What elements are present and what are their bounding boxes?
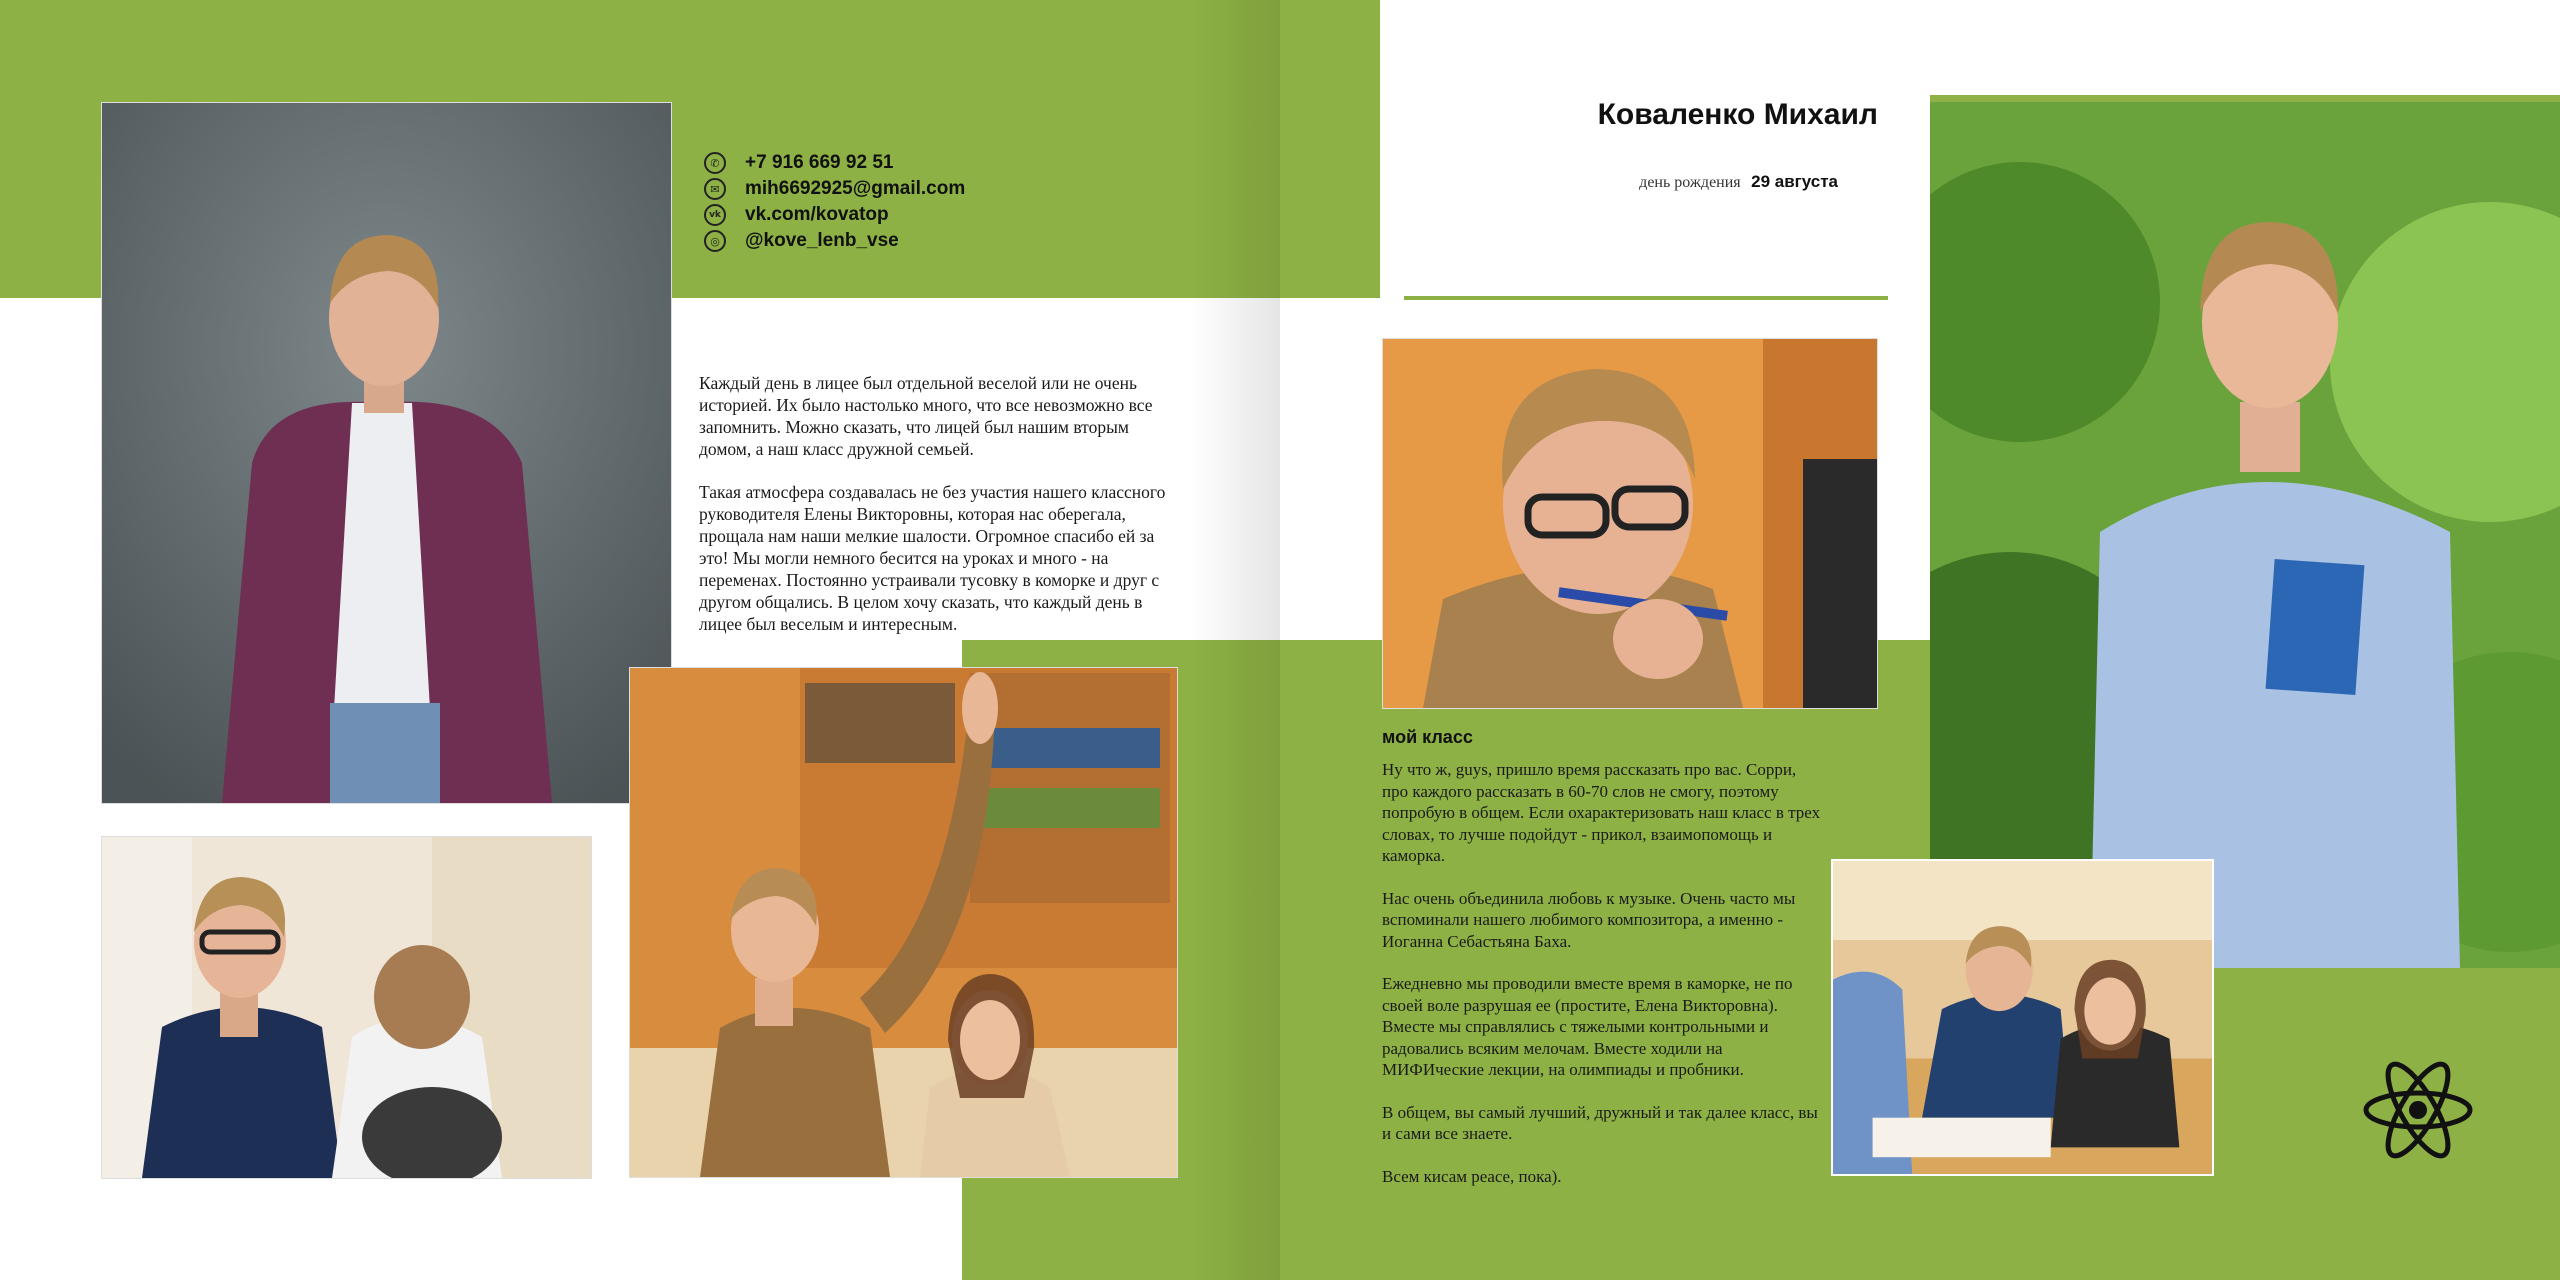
outdoor-portrait-photo	[1930, 102, 2560, 968]
contact-instagram[interactable]	[704, 228, 1024, 254]
phone-icon: ✆	[704, 152, 726, 174]
instagram-icon: ◎	[704, 230, 726, 252]
contact-phone[interactable]	[704, 150, 1024, 176]
class-paragraph: В общем, вы самый лучший, дружный и так далее класс, вы и сами все знаете.	[1382, 1102, 1818, 1143]
story-paragraph: Такая атмосфера создавалась не без участия нашего классного руководителя Елены Викторовны, которая нас оберегала, прощала нам наши мелкие шалости. Огромное спасибо ей за это! Мы могли немного бесится на уроках и много - на переменах. Постоянно устраивали тусовку в коморке и друг с другом общались. В целом хочу сказать, что каждый день в лицее был веселым и интересным.	[699, 482, 1166, 634]
class-paragraph: Нас очень объединила любовь к музыке. Очень часто мы вспоминали нашего любимого композитора, а именно - Иоганна Себастьяна Баха.	[1382, 888, 1796, 951]
class-paragraph: Ежедневно мы проводили вместе время в каморке, не по своей воле разрушая ее (простите, Елена Викторовна). Вместе мы справлялись с тяжелыми контрольными и радовались всяким мелочам. Вместе ходили на МИФИческие лекции, на олимпиады и пробники.	[1382, 974, 1793, 1079]
contact-email-text: mih6692925@gmail.com	[745, 178, 966, 199]
contact-instagram-text: @kove_lenb_vse	[745, 230, 899, 251]
story-text	[699, 372, 1179, 656]
fold-shadow-left	[1190, 0, 1280, 1280]
vk-icon: vk	[704, 204, 726, 226]
birthday-label: день рождения	[1639, 174, 1741, 191]
contacts-list	[704, 150, 1024, 254]
right-left-green-strip	[1280, 0, 1380, 298]
classroom-photo-right	[1831, 859, 2214, 1176]
atom-logo-icon	[2362, 1060, 2474, 1160]
birthday-line	[1400, 172, 1838, 192]
contact-email[interactable]	[704, 176, 1024, 202]
contact-vk-text: vk.com/kovatop	[745, 204, 889, 225]
student-name: Коваленко Михаил	[1597, 98, 1878, 131]
portrait-photo	[101, 102, 672, 804]
raised-hand-photo	[629, 667, 1178, 1178]
classroom-photo-left	[101, 836, 592, 1179]
birthday-value: 29 августа	[1751, 172, 1838, 191]
story-paragraph: Каждый день в лицее был отдельной веселой или не очень историей. Их было настолько много, что все невозможно все запомнить. Можно сказать, что лицей был нашим вторым домом, а наш класс дружной семьей.	[699, 373, 1153, 459]
email-icon: ✉	[704, 178, 726, 200]
contact-vk[interactable]	[704, 202, 1024, 228]
right-top-strip	[1930, 0, 2560, 95]
name-divider	[1404, 296, 1888, 300]
contact-phone-text: +7 916 669 92 51	[745, 152, 894, 173]
section-title: мой класс	[1382, 727, 1473, 747]
glasses-closeup-photo	[1382, 338, 1878, 709]
class-paragraph: Ну что ж, guys, пришло время рассказать про вас. Сорри, про каждого рассказать в 60-70 слов не смогу, поэтому попробую в общем. Если охарактеризовать наш класс в трех словах, то лучше подойдут - прикол, взаимопомощь и каморка.	[1382, 760, 1821, 865]
class-text	[1382, 759, 1822, 1208]
class-paragraph: Всем кисам peace, пока).	[1382, 1166, 1562, 1186]
